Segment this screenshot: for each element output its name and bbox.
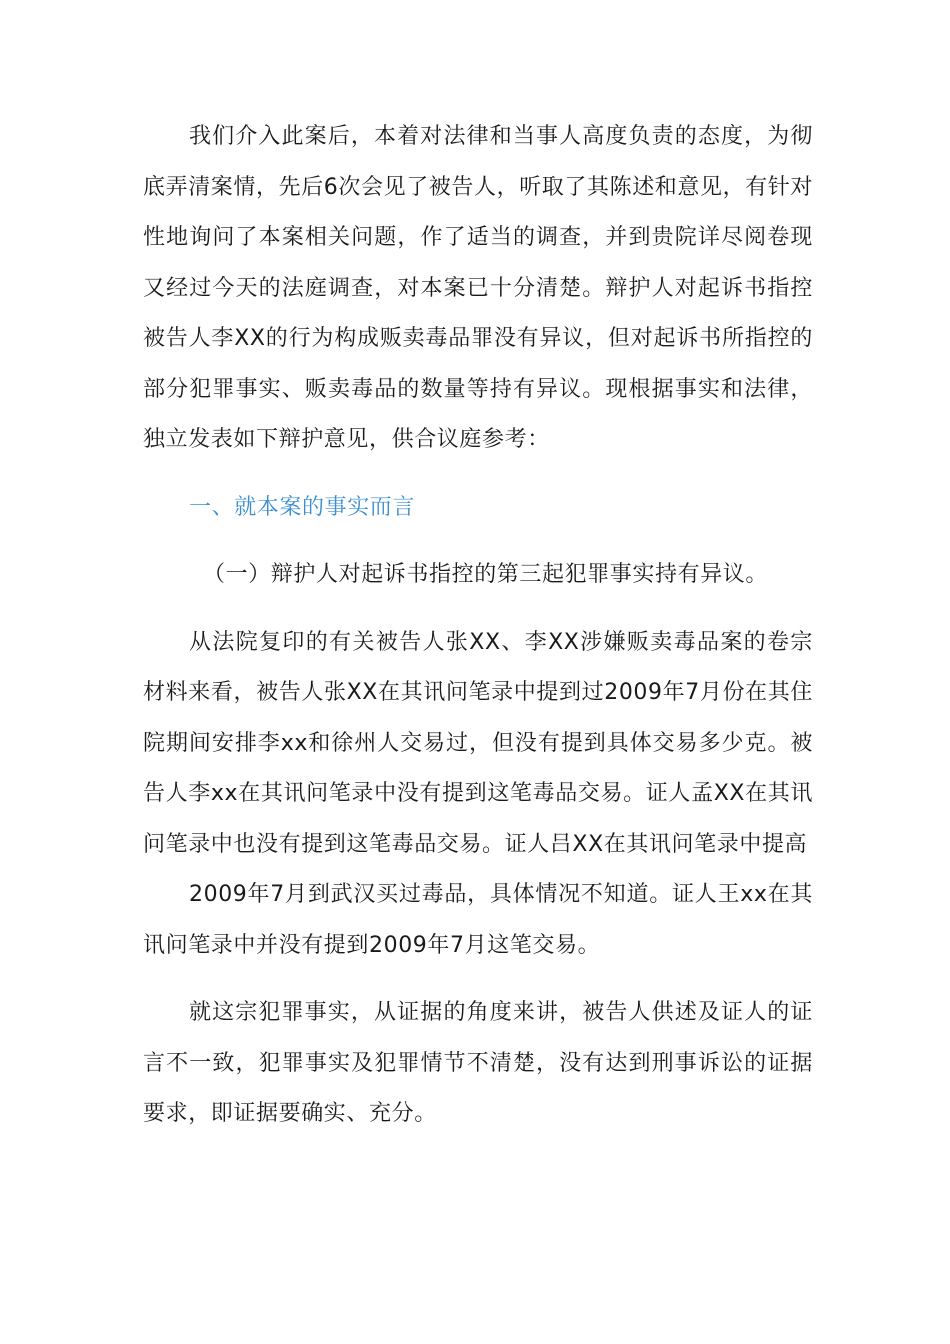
section-heading: 一、就本案的事实而言 [189, 494, 416, 520]
paragraph-conclusion: 就这宗犯罪事实，从证据的角度来讲，被告人供述及证人的证言不一致，犯罪事实及犯罪情节不清楚，没有达到刑事诉讼的证据要求，即证据要确实、充分。 [143, 1000, 813, 1126]
subsection-heading: （一）辩护人对起诉书指控的第三起犯罪事实持有异议。 [203, 562, 769, 587]
paragraph-evidence: 从法院复印的有关被告人张XX、李XX涉嫌贩卖毒品案的卷宗材料来看，被告人张XX在其讯问笔录中提到过2009年7月份在其住院期间安排李xx和徐州人交易过，但没有提到具体交易多少克。被告人李xx在其讯问笔录中没有提到这笔毒品交易。证人孟XX在其讯问笔录中也没有提到这笔毒品交易。证人吕XX在其讯问笔录中提高 [143, 629, 813, 857]
document-body [143, 112, 813, 1157]
paragraph-continuation: 2009年7月到武汉买过毒品，具体情况不知道。证人王xx在其讯问笔录中并没有提到2009年7月这笔交易。 [143, 882, 813, 958]
paragraph-intro: 我们介入此案后，本着对法律和当事人高度负责的态度，为彻底弄清案情，先后6次会见了被告人，听取了其陈述和意见，有针对性地询问了本案相关问题，作了适当的调查，并到贵院详尽阅卷现又经过今天的法庭调查，对本案已十分清楚。辩护人对起诉书指控被告人李XX的行为构成贩卖毒品罪没有异议，但对起诉书所指控的部分犯罪事实、贩卖毒品的数量等持有异议。现根据事实和法律，独立发表如下辩护意见，供合议庭参考： [143, 124, 813, 452]
